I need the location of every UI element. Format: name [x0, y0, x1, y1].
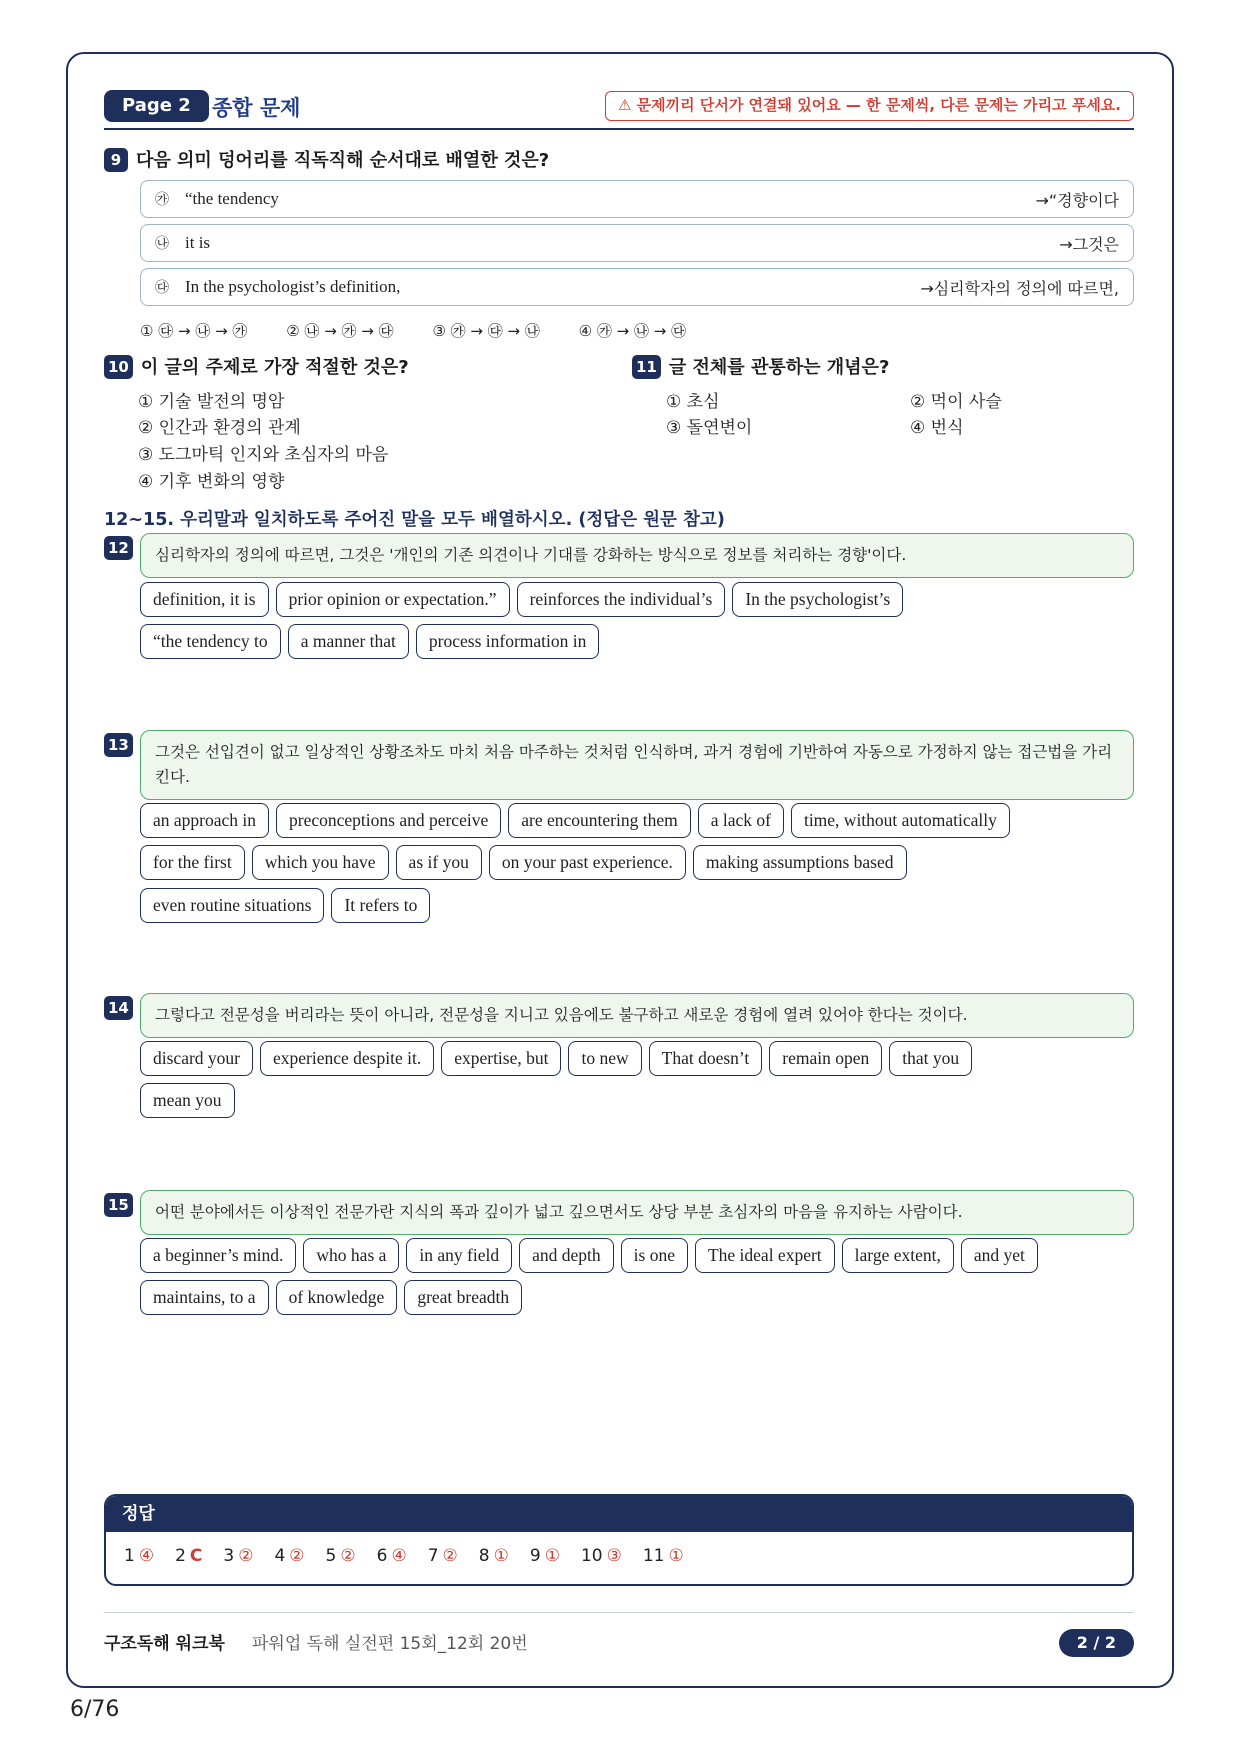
q10-option-4[interactable]: ④ 기후 변화의 영향 — [138, 472, 285, 492]
word-chip[interactable]: mean you — [140, 1083, 235, 1118]
word-chip[interactable]: large extent, — [842, 1238, 954, 1273]
q15-number: 15 — [104, 1193, 133, 1217]
answer-item: 11 ① — [642, 1546, 684, 1566]
q13-word-row-3 — [140, 888, 430, 923]
q11-option-2[interactable]: ② 먹이 사슬 — [910, 392, 1002, 412]
page-footer — [104, 1612, 1134, 1660]
chunk-korean: →그것은 — [1059, 235, 1119, 254]
answer-item: 9 ① — [529, 1546, 560, 1566]
word-chip[interactable]: time, without automatically — [791, 803, 1010, 838]
word-chip[interactable]: “the tendency to — [140, 624, 281, 659]
q15-word-row-1 — [140, 1238, 1038, 1273]
word-chip[interactable]: prior opinion or expectation.” — [276, 582, 510, 617]
answer-item: 2 C — [175, 1546, 203, 1566]
q15-korean-box: 어떤 분야에서든 이상적인 전문가란 지식의 폭과 깊이가 넓고 깊으면서도 상당 부분 초심자의 마음을 유지하는 사람이다. — [140, 1190, 1134, 1235]
warning-banner: ⚠ 문제끼리 단서가 연결돼 있어요 — 한 문제씩, 다른 문제는 가리고 푸세요. — [605, 91, 1134, 121]
q9-title-row — [104, 146, 549, 172]
q11-option-4[interactable]: ④ 번식 — [910, 418, 964, 438]
q12-word-row-1 — [140, 582, 903, 617]
q10-number: 10 — [104, 355, 133, 379]
word-chip[interactable]: a manner that — [288, 624, 409, 659]
word-chip[interactable]: great breadth — [404, 1280, 522, 1315]
word-chip[interactable]: remain open — [769, 1041, 882, 1076]
answer-panel — [104, 1494, 1134, 1586]
word-chip[interactable]: a lack of — [698, 803, 784, 838]
word-chip[interactable]: who has a — [303, 1238, 399, 1273]
page-header — [104, 90, 1134, 130]
chunk-mark: ㉮ — [155, 192, 169, 208]
section-title: 12~15. 우리말과 일치하도록 주어진 말을 모두 배열하시오. (정답은 원문 참고) — [104, 510, 725, 530]
q11-number: 11 — [632, 355, 661, 379]
word-chip[interactable]: making assumptions based — [693, 845, 907, 880]
footer-subtitle: 파워업 독해 실전편 15회_12회 20번 — [252, 1634, 528, 1654]
answer-panel-title: 정답 — [106, 1496, 1132, 1532]
answer-item: 1 ④ — [124, 1546, 155, 1566]
q9-option-1[interactable]: ① ㉰ → ㉯ → ㉮ — [140, 322, 248, 340]
word-chip[interactable]: definition, it is — [140, 582, 269, 617]
q10-title: 이 글의 주제로 가장 적절한 것은? — [140, 357, 409, 378]
q13-korean-box: 그것은 선입견이 없고 일상적인 상황조차도 마치 처음 마주하는 것처럼 인식하며, 과거 경험에 기반하여 자동으로 가정하지 않는 접근법을 가리킨다. — [140, 730, 1134, 800]
word-chip[interactable]: reinforces the individual’s — [517, 582, 726, 617]
word-chip[interactable]: of knowledge — [276, 1280, 398, 1315]
q11-title-row — [632, 353, 889, 379]
q11-title: 글 전체를 관통하는 개념은? — [668, 357, 890, 378]
word-chip[interactable]: expertise, but — [441, 1041, 561, 1076]
word-chip[interactable]: is one — [621, 1238, 688, 1273]
q13-number: 13 — [104, 733, 133, 757]
chunk-english: it is — [185, 233, 211, 252]
q14-word-row-1 — [140, 1041, 972, 1076]
word-chip[interactable]: The ideal expert — [695, 1238, 835, 1273]
q12-word-row-2 — [140, 624, 599, 659]
word-chip[interactable]: discard your — [140, 1041, 253, 1076]
word-chip[interactable]: In the psychologist’s — [732, 582, 903, 617]
word-chip[interactable]: which you have — [252, 845, 389, 880]
word-chip[interactable]: and yet — [961, 1238, 1038, 1273]
answer-item: 5 ② — [325, 1546, 356, 1566]
q9-option-4[interactable]: ④ ㉮ → ㉯ → ㉰ — [578, 322, 687, 340]
q9-chunk-a — [140, 180, 1134, 218]
chunk-english: “the tendency — [185, 189, 279, 208]
answer-item: 6 ④ — [376, 1546, 407, 1566]
q12-number: 12 — [104, 536, 133, 560]
q10-option-1[interactable]: ① 기술 발전의 명암 — [138, 392, 285, 412]
header-title: 종합 문제 — [212, 96, 301, 120]
answer-item: 3 ② — [223, 1546, 254, 1566]
answer-item: 4 ② — [274, 1546, 305, 1566]
q9-option-2[interactable]: ② ㉯ → ㉮ → ㉰ — [286, 322, 394, 340]
q15-word-row-2 — [140, 1280, 522, 1315]
word-chip[interactable]: process information in — [416, 624, 599, 659]
word-chip[interactable]: preconceptions and perceive — [276, 803, 501, 838]
q13-word-row-1 — [140, 803, 1010, 838]
document-page-number: 6/76 — [70, 1697, 120, 1722]
q10-option-2[interactable]: ② 인간과 환경의 관계 — [138, 418, 301, 438]
word-chip[interactable]: for the first — [140, 845, 245, 880]
q14-korean-box: 그렇다고 전문성을 버리라는 뜻이 아니라, 전문성을 지니고 있음에도 불구하고 새로운 경험에 열려 있어야 한다는 것이다. — [140, 993, 1134, 1038]
q9-number: 9 — [104, 148, 128, 172]
chunk-korean: →심리학자의 정의에 따르면, — [920, 279, 1119, 298]
footer-page-badge: 2 / 2 — [1059, 1629, 1134, 1657]
word-chip[interactable]: a beginner’s mind. — [140, 1238, 296, 1273]
word-chip[interactable]: on your past experience. — [489, 845, 686, 880]
q13-word-row-2 — [140, 845, 907, 880]
word-chip[interactable]: to new — [568, 1041, 641, 1076]
q9-title: 다음 의미 덩어리를 직독직해 순서대로 배열한 것은? — [136, 150, 550, 171]
answer-item: 10 ③ — [580, 1546, 622, 1566]
footer-title: 구조독해 워크북 — [104, 1634, 225, 1654]
q14-number: 14 — [104, 996, 133, 1020]
q14-word-row-2 — [140, 1083, 235, 1118]
q9-chunk-b — [140, 224, 1134, 262]
q11-option-1[interactable]: ① 초심 — [666, 392, 720, 412]
chunk-korean: →“경향이다 — [1035, 191, 1119, 210]
word-chip[interactable]: even routine situations — [140, 888, 324, 923]
chunk-mark: ㉯ — [155, 236, 169, 252]
word-chip[interactable]: as if you — [396, 845, 482, 880]
answer-item: 7 ② — [427, 1546, 458, 1566]
q10-title-row — [104, 353, 409, 379]
chunk-english: In the psychologist’s definition, — [185, 277, 401, 296]
word-chip[interactable]: maintains, to a — [140, 1280, 269, 1315]
q9-options — [140, 320, 720, 341]
answer-list — [106, 1532, 1132, 1580]
chunk-mark: ㉰ — [155, 280, 169, 296]
word-chip[interactable]: are encountering them — [508, 803, 690, 838]
word-chip[interactable]: an approach in — [140, 803, 269, 838]
word-chip[interactable]: It refers to — [331, 888, 430, 923]
word-chip[interactable]: That doesn’t — [649, 1041, 763, 1076]
word-chip[interactable]: experience despite it. — [260, 1041, 434, 1076]
word-chip[interactable]: that you — [889, 1041, 972, 1076]
q10-option-3[interactable]: ③ 도그마틱 인지와 초심자의 마음 — [138, 445, 389, 465]
q9-chunk-c — [140, 268, 1134, 306]
q9-option-3[interactable]: ③ ㉮ → ㉰ → ㉯ — [432, 322, 540, 340]
word-chip[interactable]: and depth — [519, 1238, 614, 1273]
word-chip[interactable]: in any field — [406, 1238, 512, 1273]
q12-korean-box: 심리학자의 정의에 따르면, 그것은 '개인의 기존 의견이나 기대를 강화하는 방식으로 정보를 처리하는 경향'이다. — [140, 533, 1134, 578]
answer-item: 8 ① — [478, 1546, 509, 1566]
q11-option-3[interactable]: ③ 돌연변이 — [666, 418, 753, 438]
page-badge: Page 2 — [104, 90, 209, 122]
